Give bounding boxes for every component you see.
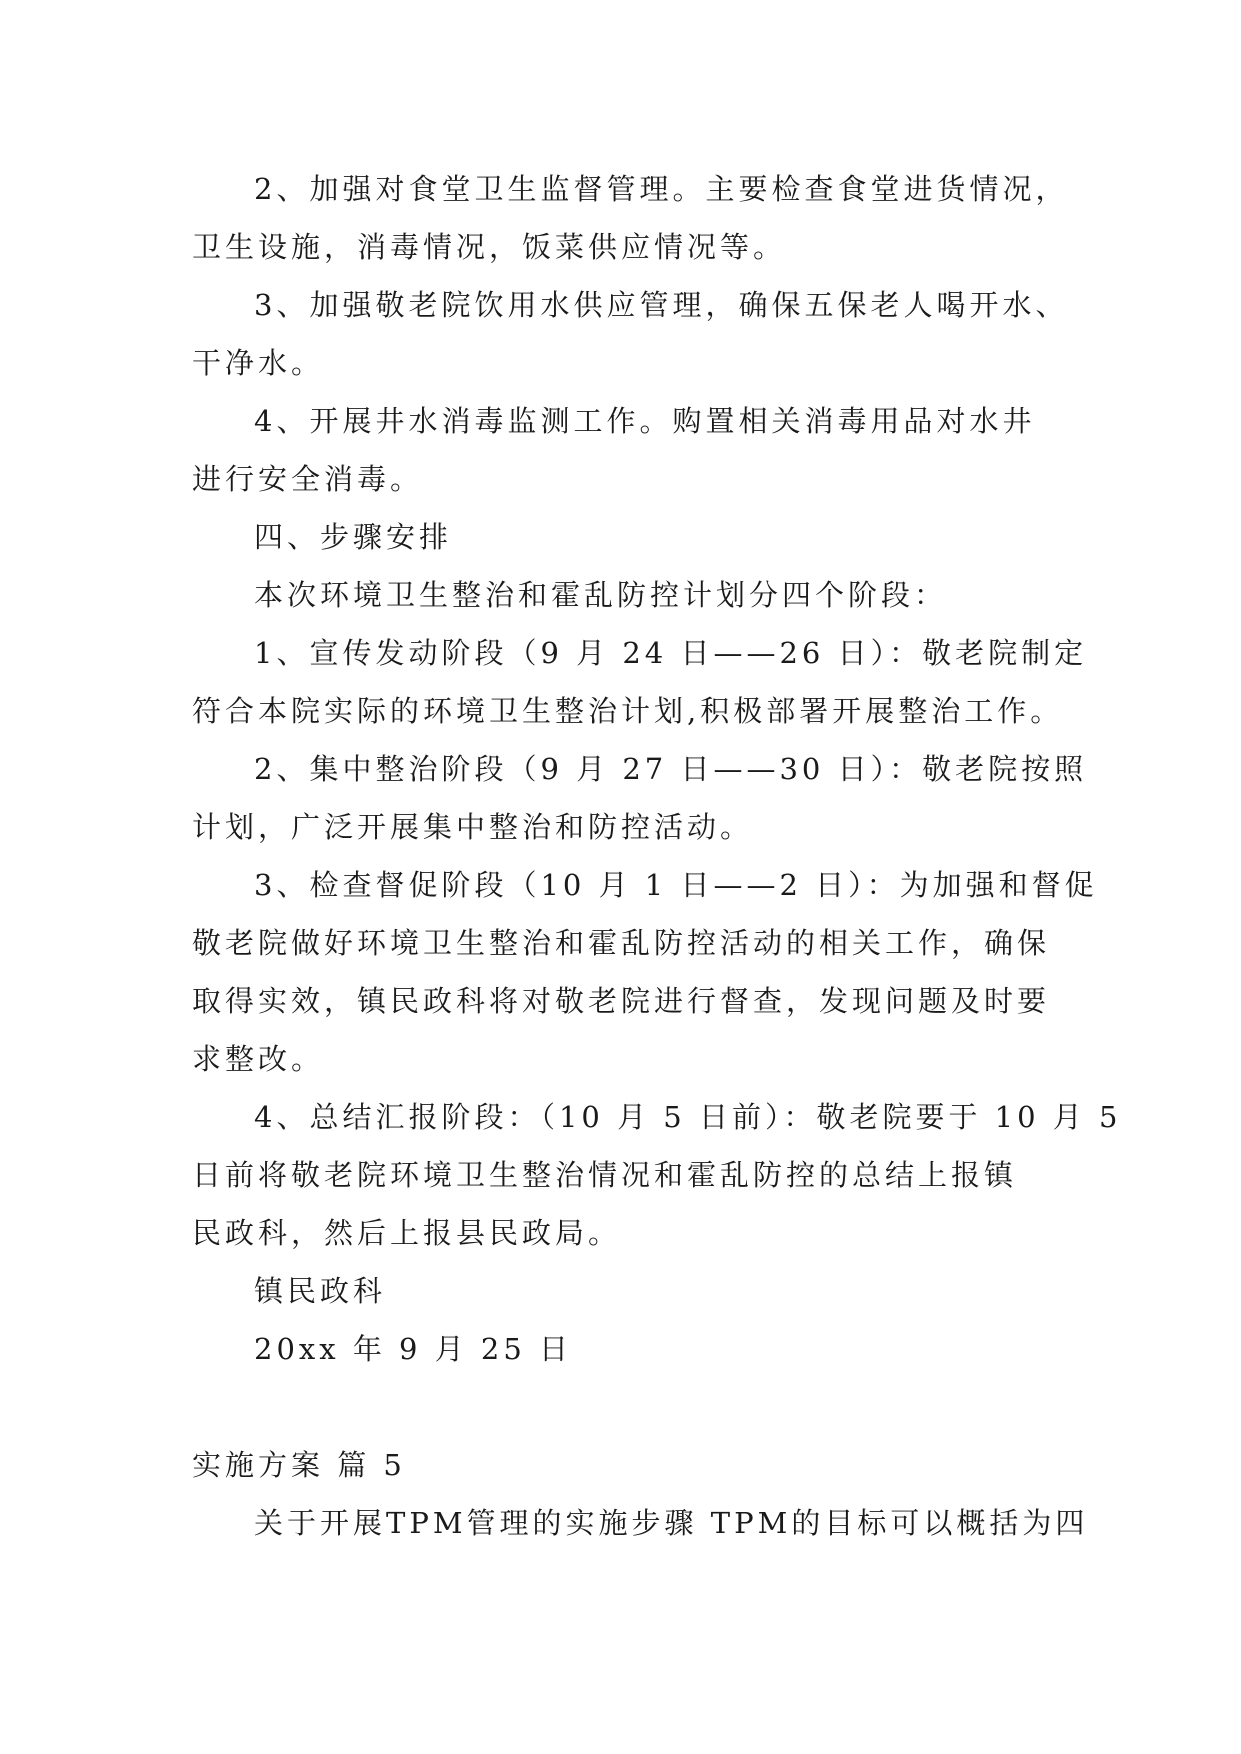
paragraph-line: 民政科，然后上报县民政局。	[192, 1216, 622, 1250]
paragraph-line: 进行安全消毒。	[192, 462, 424, 496]
paragraph-line: 2、集中整治阶段（9 月 27 日——30 日）：敬老院按照	[254, 752, 1088, 786]
paragraph-line: 4、开展井水消毒监测工作。购置相关消毒用品对水井	[254, 404, 1036, 438]
paragraph-line: 1、宣传发动阶段（9 月 24 日——26 日）：敬老院制定	[254, 636, 1088, 670]
paragraph-line: 敬老院做好环境卫生整治和霍乱防控活动的相关工作，确保	[192, 926, 1051, 960]
paragraph-line: 4、总结汇报阶段：（10 月 5 日前）：敬老院要于 10 月 5	[254, 1100, 1122, 1134]
paragraph-line: 3、检查督促阶段（10 月 1 日——2 日）：为加强和督促	[254, 868, 1098, 902]
paragraph-line: 2、加强对食堂卫生监督管理。主要检查食堂进货情况，	[254, 172, 1069, 206]
paragraph-line: 取得实效，镇民政科将对敬老院进行督查，发现问题及时要	[192, 984, 1051, 1018]
spacer	[192, 1378, 1062, 1436]
paragraph-line: 3、加强敬老院饮用水供应管理，确保五保老人喝开水、	[254, 288, 1069, 322]
paragraph-line: 干净水。	[192, 346, 325, 380]
signature-date: 20xx 年 9 月 25 日	[254, 1332, 573, 1366]
section-title: 实施方案 篇 5	[192, 1448, 406, 1482]
paragraph-line: 卫生设施，消毒情况，饭菜供应情况等。	[192, 230, 787, 264]
paragraph-line: 本次环境卫生整治和霍乱防控计划分四个阶段：	[254, 578, 948, 612]
paragraph-line: 符合本院实际的环境卫生整治计划,积极部署开展整治工作。	[192, 694, 1064, 728]
paragraph-line: 求整改。	[192, 1042, 325, 1076]
paragraph-line: 计划，广泛开展集中整治和防控活动。	[192, 810, 754, 844]
document-body	[192, 160, 1122, 1552]
signature-department: 镇民政科	[254, 1274, 387, 1308]
paragraph-line: 关于开展TPM管理的实施步骤 TPM的目标可以概括为四	[254, 1506, 1089, 1540]
section-heading: 四、步骤安排	[254, 520, 453, 554]
paragraph-line: 日前将敬老院环境卫生整治情况和霍乱防控的总结上报镇	[192, 1158, 1018, 1192]
